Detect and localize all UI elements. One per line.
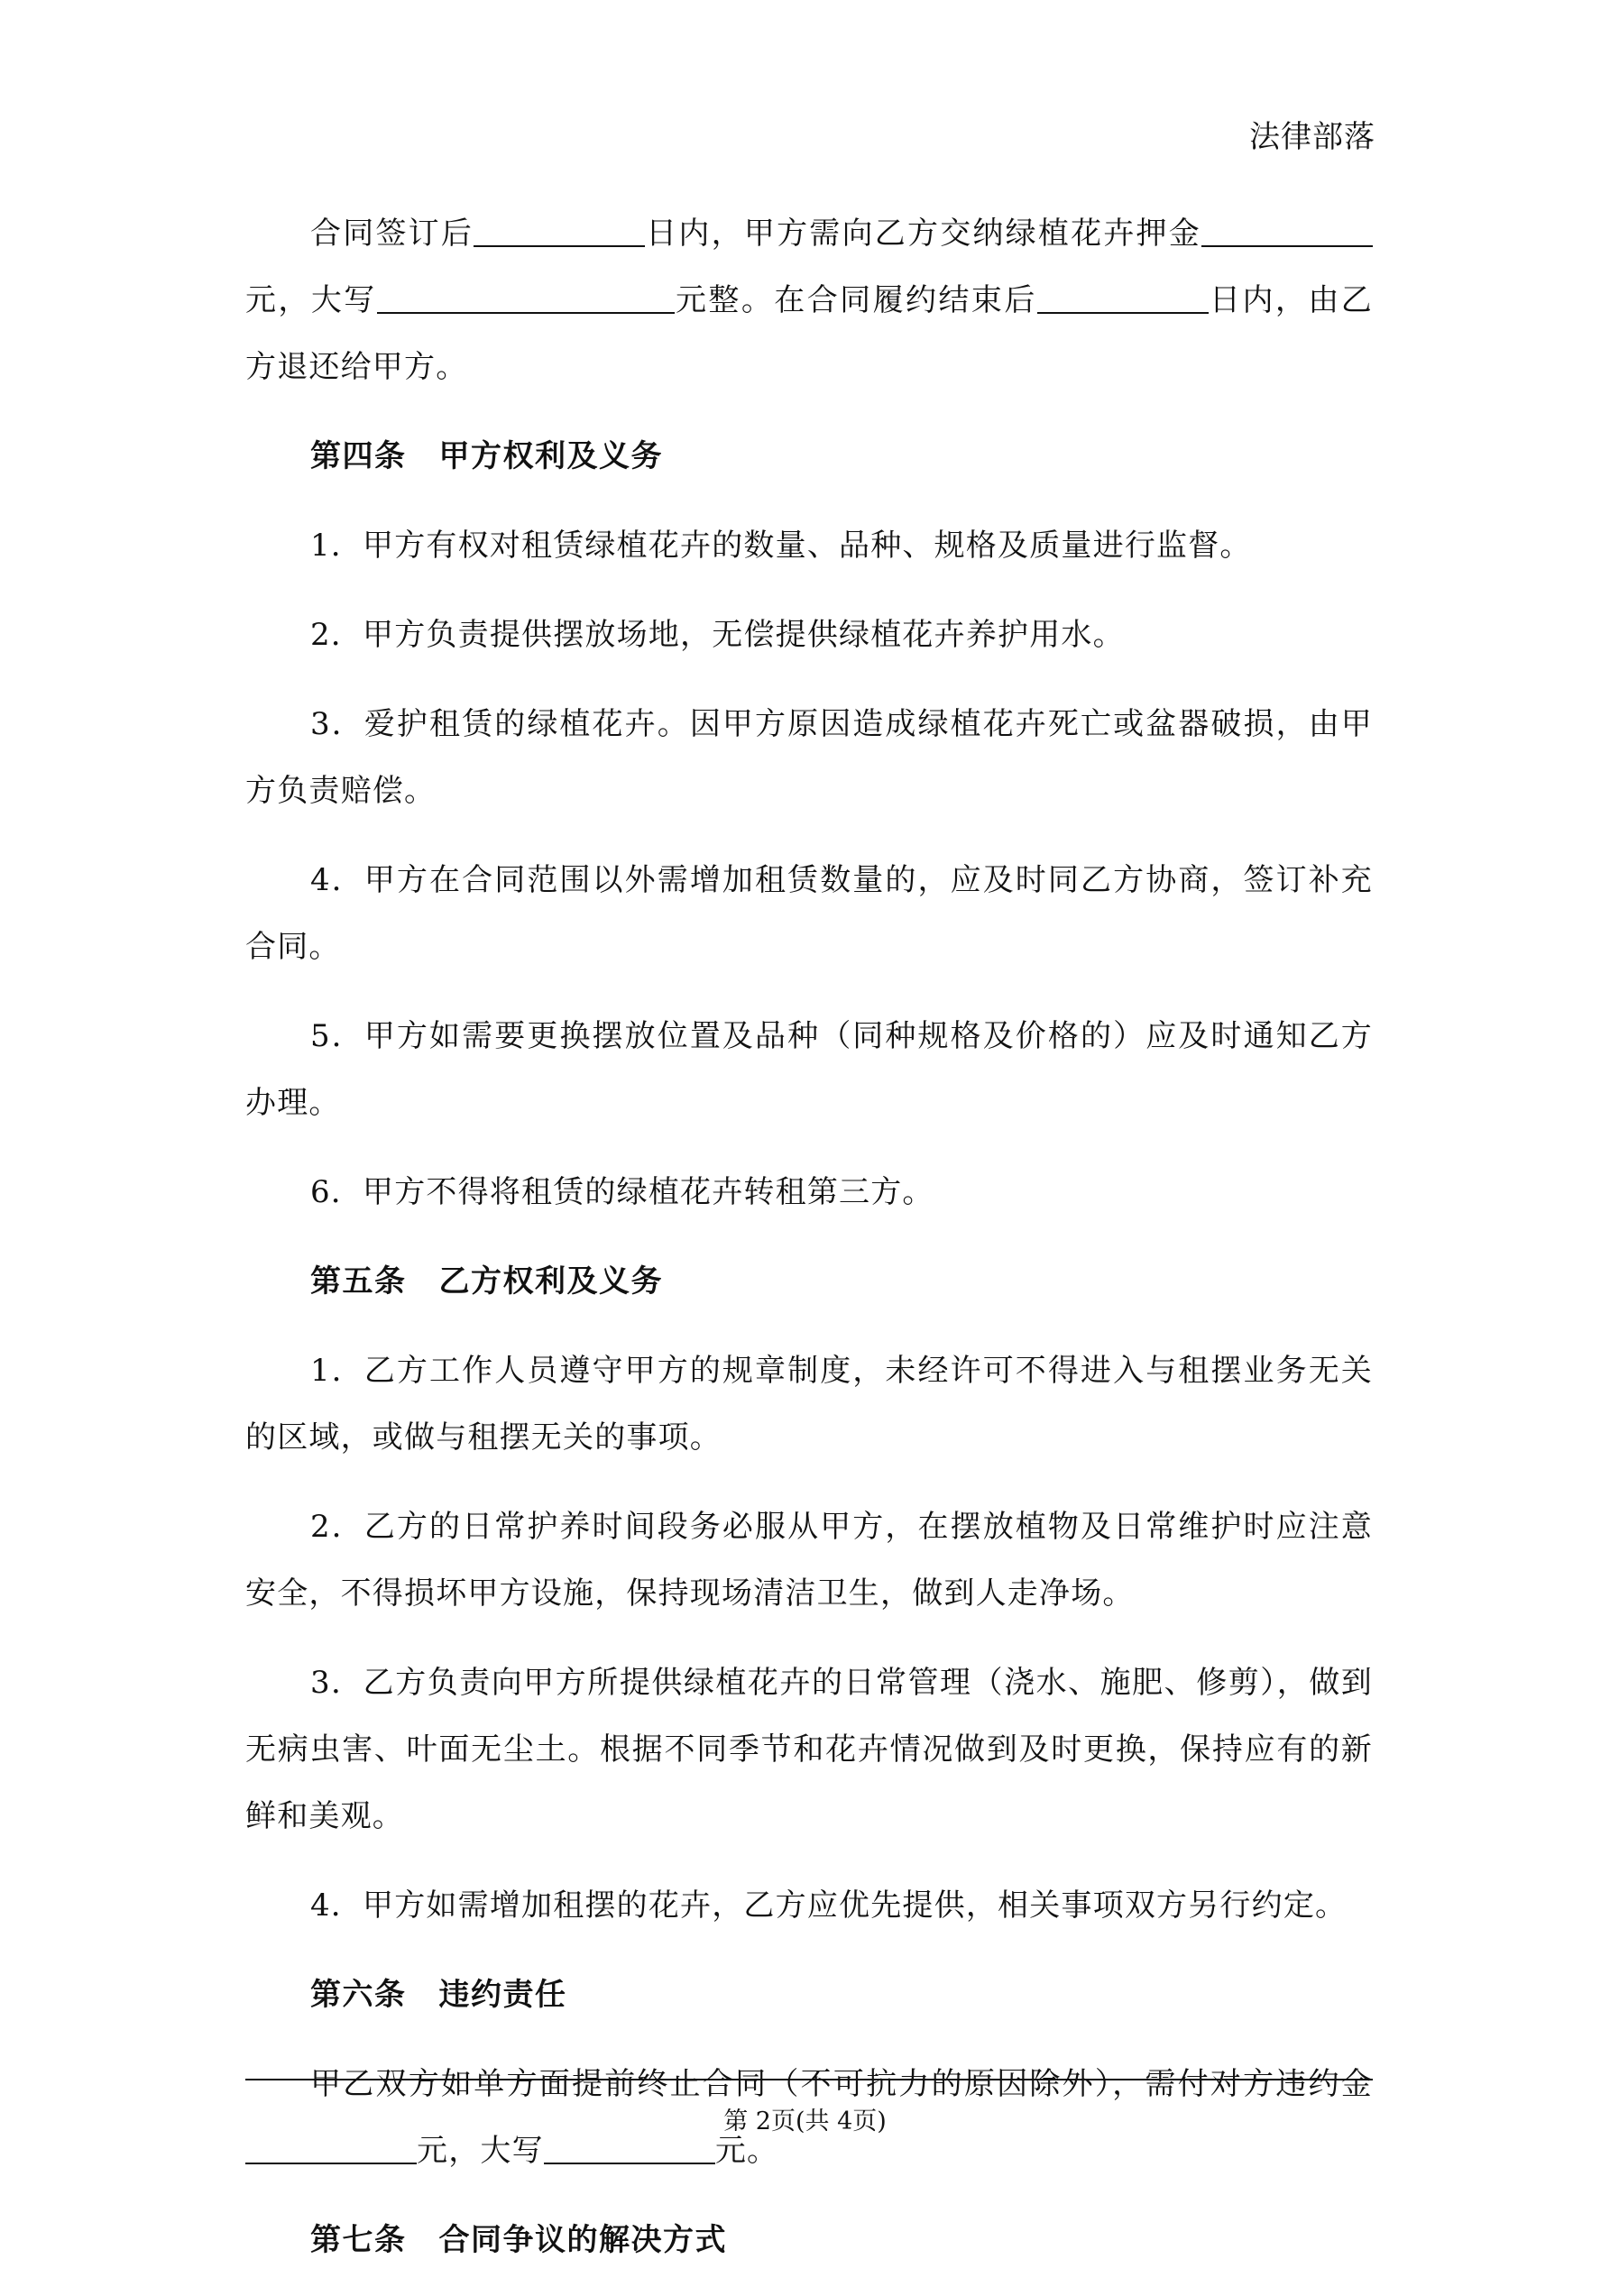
- article5-heading: [245, 1248, 1373, 1315]
- article6-text-3: 元。: [714, 2133, 779, 2169]
- article4-heading: [245, 423, 1373, 490]
- article7-title: 合同争议的解决方式: [438, 2222, 727, 2258]
- header-brand: 法律部落: [1249, 119, 1375, 155]
- article6-text-1: 甲乙双方如单方面提前终止合同（不可抗力的原因除外），需付对方违约金: [310, 2066, 1373, 2102]
- blank-refund-days: [1037, 281, 1209, 314]
- blank-penalty-amount-words: [544, 2132, 715, 2164]
- article5-title: 乙方权利及义务: [438, 1263, 663, 1300]
- page-number: 第 2页(共 4页): [723, 2108, 887, 2135]
- article4-item: 1．甲方有权对租赁绿植花卉的数量、品种、规格及质量进行监督。: [310, 528, 1252, 564]
- article4-title: 甲方权利及义务: [438, 438, 663, 474]
- article7-heading: [245, 2207, 1373, 2273]
- article7-number: 第七条: [310, 2222, 407, 2258]
- article5-item: 1．乙方工作人员遵守甲方的规章制度，未经许可不得进入与租摆业务无关的区域，或做与租摆无关的事项。: [245, 1353, 1373, 1456]
- deposit-text-2: 日内，甲方需向乙方交纳绿植花卉押金: [645, 216, 1202, 252]
- article5-item: 2．乙方的日常护养时间段务必服从甲方，在摆放植物及日常维护时应注意安全，不得损坏甲方设施，保持现场清洁卫生，做到人走净场。: [245, 1509, 1373, 1612]
- footer-divider: [245, 2079, 1373, 2080]
- deposit-text-4: 元整。在合同履约结束后: [674, 282, 1037, 318]
- blank-deposit-days: [474, 215, 645, 247]
- blank-deposit-amount: [1201, 215, 1373, 247]
- article4-item: 5．甲方如需要更换摆放位置及品种（同种规格及价格的）应及时通知乙方办理。: [245, 1018, 1373, 1121]
- blank-deposit-amount-words: [377, 281, 675, 314]
- article5-number: 第五条: [310, 1263, 407, 1300]
- article5-item: 3．乙方负责向甲方所提供绿植花卉的日常管理（浇水、施肥、修剪），做到无病虫害、叶面无尘土。根据不同季节和花卉情况做到及时更换，保持应有的新鲜和美观。: [245, 1665, 1373, 1834]
- article4-number: 第四条: [310, 438, 407, 474]
- article6-title: 违约责任: [438, 1977, 567, 2013]
- article4-item: 2．甲方负责提供摆放场地，无偿提供绿植花卉养护用水。: [310, 617, 1125, 653]
- article6-text-2: 元，大写: [417, 2133, 544, 2169]
- blank-penalty-amount: [245, 2132, 417, 2164]
- article4-item: 3．爱护租赁的绿植花卉。因甲方原因造成绿植花卉死亡或盆器破损，由甲方负责赔偿。: [245, 706, 1373, 809]
- article5-item: 4．甲方如需增加租摆的花卉，乙方应优先提供，相关事项双方另行约定。: [310, 1887, 1348, 1924]
- deposit-text-1: 合同签订后: [310, 216, 474, 252]
- deposit-text-3: 元，大写: [245, 282, 377, 318]
- deposit-text-5: 日内，由乙方退还给甲方。: [245, 282, 1373, 385]
- article4-item: 4．甲方在合同范围以外需增加租赁数量的，应及时同乙方协商，签订补充合同。: [245, 862, 1373, 965]
- article6-number: 第六条: [310, 1977, 407, 2013]
- article4-item: 6．甲方不得将租赁的绿植花卉转租第三方。: [310, 1174, 934, 1210]
- article6-heading: [245, 1961, 1373, 2028]
- deposit-paragraph: [245, 200, 1373, 400]
- document-body: [245, 200, 1373, 2296]
